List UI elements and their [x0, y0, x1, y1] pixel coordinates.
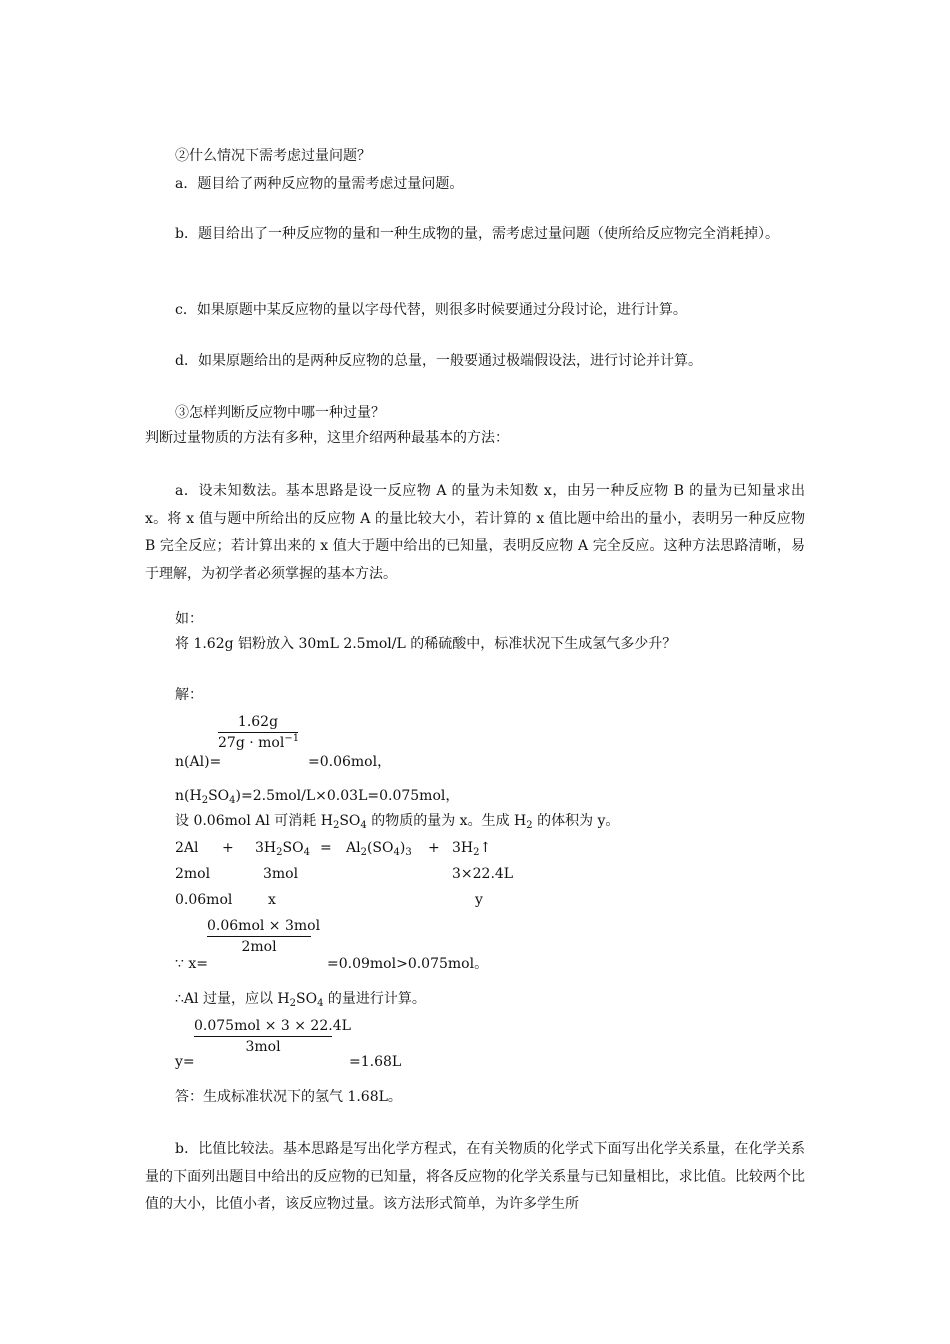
rxn-row2-al: 2mol [175, 866, 211, 882]
rxn-row3-h2so4: x [268, 892, 276, 908]
rxn-plus-2: + [428, 840, 440, 856]
answer-line: 答：生成标准状况下的氢气 1.68L。 [175, 1089, 402, 1105]
rxn-row3-h2: y [475, 892, 483, 908]
solution-label: 解： [175, 687, 203, 703]
example-label: 如： [175, 611, 203, 627]
eq4-lhs: ∵ x= [175, 956, 208, 972]
eq3-line: 设 0.06mol Al 可消耗 $H_2SO_4$ 的物质的量为 x。生成 $H_2$ 的体积为 y。 [175, 813, 620, 831]
rxn-plus-1: + [222, 840, 234, 856]
example-question: 将 1.62g 铝粉放入 30mL 2.5mol/L 的稀硫酸中，标准状况下生成氢气多少升？ [175, 636, 677, 652]
eq6-fraction [194, 1016, 351, 1057]
rxn-h2: $3H_2↑$ [452, 840, 492, 858]
eq2-line: $n(H_2SO_4)=2.5mol/L\times 0.03L=0.075mol$， [175, 788, 460, 806]
eq1-denominator: 27g · mol$^{-1}$ [218, 733, 300, 751]
eq4-denominator: 2mol [241, 939, 277, 955]
rxn-equals: = [320, 840, 332, 856]
q3-intro: 判断过量物质的方法有多种，这里介绍两种最基本的方法： [145, 430, 509, 446]
rxn-al: 2Al [175, 840, 199, 856]
eq1-result: =0.06mol， [308, 754, 392, 770]
eq1-lhs: n(Al)= [175, 754, 222, 770]
rxn-row2-h2so4: 3mol [263, 866, 299, 882]
eq4-result: =0.09mol>0.075mol。 [327, 956, 489, 972]
q2-item-b: b．题目给出了一种反应物的量和一种生成物的量，需考虑过量问题（使所给反应物完全消耗掉）。 [175, 226, 779, 242]
q2-item-a: a．题目给了两种反应物的量需考虑过量问题。 [175, 176, 464, 192]
q2-item-d: d．如果原题给出的是两种反应物的总量，一般要通过极端假设法，进行讨论并计算。 [175, 353, 702, 369]
eq6-denominator: 3mol [245, 1039, 281, 1055]
eq1-fraction [218, 712, 298, 753]
method-b-paragraph: b．比值比较法。基本思路是写出化学方程式，在有关物质的化学式下面写出化学关系量，在化学关系量的下面列出题目中给出的反应物的已知量，将各反应物的化学关系量与已知量相比，求比值。比较两个比值的大小，比值小者，该反应物过量。该方法形式简单，为许多学生所 [145, 1141, 805, 1212]
q2-item-c: c．如果原题中某反应物的量以字母代替，则很多时候要通过分段讨论，进行计算。 [175, 302, 687, 318]
q3-title: ③怎样判断反应物中哪一种过量？ [175, 405, 385, 421]
rxn-row2-h2: 3×22.4L [452, 866, 514, 882]
eq1-numerator: 1.62g [237, 714, 279, 730]
q2-title: ②什么情况下需考虑过量问题？ [175, 148, 371, 164]
rxn-al2so43: $Al_2(SO_4)_3$ [346, 840, 412, 858]
eq6-lhs: y= [175, 1054, 195, 1070]
rxn-row3-al: 0.06mol [175, 892, 233, 908]
eq4-numerator: 0.06mol × 3mol [207, 918, 321, 934]
eq4-fraction [207, 916, 321, 957]
eq6-numerator: 0.075mol × 3 × 22.4L [194, 1018, 351, 1034]
method-a-paragraph: a．设未知数法。基本思路是设一反应物 A 的量为未知数 x，由另一种反应物 B 的量为已知量求出 x。将 x 值与题中所给出的反应物 A 的量比较大小，若计算的 x 值比题中给出的量小，表明另一种反应物 B 完全反应；若计算出来的 x 值大于题中给出的已知量，表明反应物 A 完全反应。这种方法思路清晰，易于理解，为初学者必须掌握的基本方法。 [145, 483, 805, 582]
eq6-result: =1.68L [349, 1054, 402, 1070]
eq5-line: ∴Al 过量，应以 $H_2SO_4$ 的量进行计算。 [175, 991, 426, 1009]
rxn-h2so4: $3H_2SO_4$ [255, 840, 310, 858]
